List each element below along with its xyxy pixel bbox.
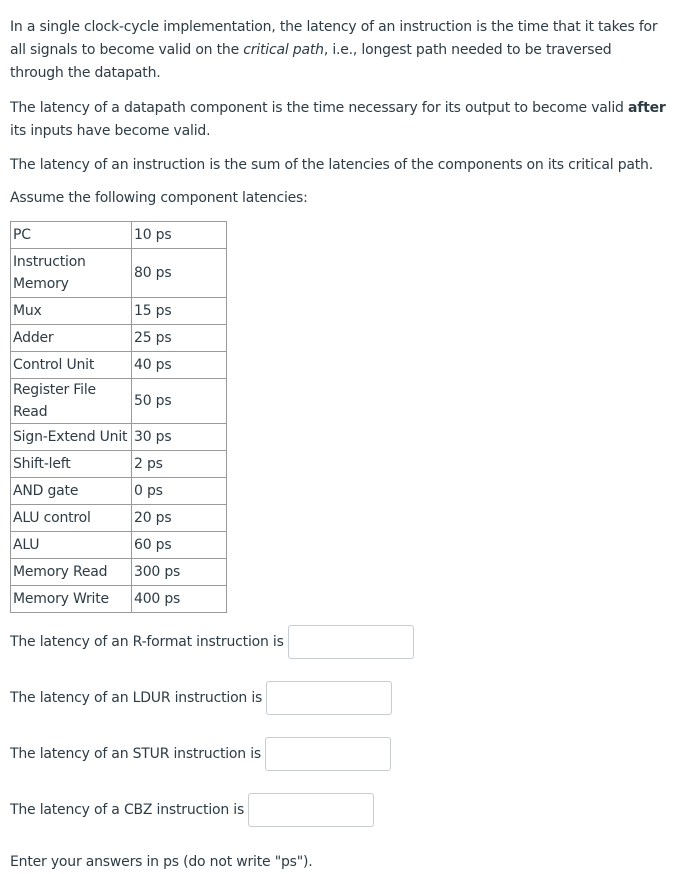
latency-table — [10, 221, 227, 613]
question-stur — [10, 737, 666, 771]
latency-cell: 300 ps — [132, 559, 227, 586]
intro-paragraph-assume: Assume the following component latencies: — [10, 190, 308, 206]
intro-paragraph-instruction-latency: The latency of an instruction is the sum of the latencies of the components on its critical path. — [10, 157, 653, 173]
intro-text: In a single clock-cycle implementation, the latency of an instruction is the time that it takes for all signals to become valid on the — [10, 19, 658, 58]
latency-cell: 40 ps — [132, 352, 227, 379]
table-row — [11, 451, 227, 478]
table-row — [11, 352, 227, 379]
component-cell: Control Unit — [11, 352, 132, 379]
stur-answer-input[interactable] — [265, 737, 391, 771]
question-label: The latency of an STUR instruction is — [10, 746, 261, 762]
component-cell: Shift-left — [11, 451, 132, 478]
component-cell: ALU — [11, 532, 132, 559]
table-row — [11, 249, 227, 298]
intro-text: The latency of a datapath component is the time necessary for its output to become valid — [10, 100, 628, 116]
table-row — [11, 478, 227, 505]
component-cell: Register File Read — [11, 379, 132, 424]
table-row — [11, 222, 227, 249]
question-label: The latency of an LDUR instruction is — [10, 690, 263, 706]
table-row — [11, 532, 227, 559]
component-cell: ALU control — [11, 505, 132, 532]
latency-cell: 30 ps — [132, 424, 227, 451]
component-cell: Instruction Memory — [11, 249, 132, 298]
latency-cell: 10 ps — [132, 222, 227, 249]
component-cell: AND gate — [11, 478, 132, 505]
intro-paragraph-component-latency — [10, 97, 666, 143]
intro-text: its inputs have become valid. — [10, 123, 211, 139]
table-row — [11, 424, 227, 451]
after-emphasis: after — [628, 100, 666, 116]
latency-cell: 60 ps — [132, 532, 227, 559]
table-row — [11, 325, 227, 352]
question-rformat — [10, 625, 666, 659]
component-cell: Adder — [11, 325, 132, 352]
rformat-answer-input[interactable] — [288, 625, 414, 659]
answer-instructions: Enter your answers in ps (do not write "ps"). — [10, 854, 313, 870]
component-cell: Mux — [11, 298, 132, 325]
ldur-answer-input[interactable] — [266, 681, 392, 715]
critical-path-emphasis: critical path — [243, 42, 324, 58]
intro-paragraph-critical-path — [10, 16, 666, 85]
intro-text: , i.e., longest path needed to be traversed through the datapath. — [10, 42, 612, 81]
latency-cell: 0 ps — [132, 478, 227, 505]
table-row — [11, 586, 227, 613]
question-label: The latency of a CBZ instruction is — [10, 802, 245, 818]
latency-cell: 80 ps — [132, 249, 227, 298]
question-cbz — [10, 793, 666, 827]
latency-cell: 400 ps — [132, 586, 227, 613]
table-row — [11, 298, 227, 325]
cbz-answer-input[interactable] — [248, 793, 374, 827]
latency-cell: 15 ps — [132, 298, 227, 325]
component-cell: PC — [11, 222, 132, 249]
component-cell: Memory Write — [11, 586, 132, 613]
table-row — [11, 505, 227, 532]
latency-cell: 20 ps — [132, 505, 227, 532]
component-cell: Memory Read — [11, 559, 132, 586]
component-cell: Sign-Extend Unit — [11, 424, 132, 451]
table-row — [11, 559, 227, 586]
question-ldur — [10, 681, 666, 715]
latency-cell: 25 ps — [132, 325, 227, 352]
table-row — [11, 379, 227, 424]
latency-cell: 2 ps — [132, 451, 227, 478]
latency-cell: 50 ps — [132, 379, 227, 424]
question-label: The latency of an R-format instruction is — [10, 634, 284, 650]
